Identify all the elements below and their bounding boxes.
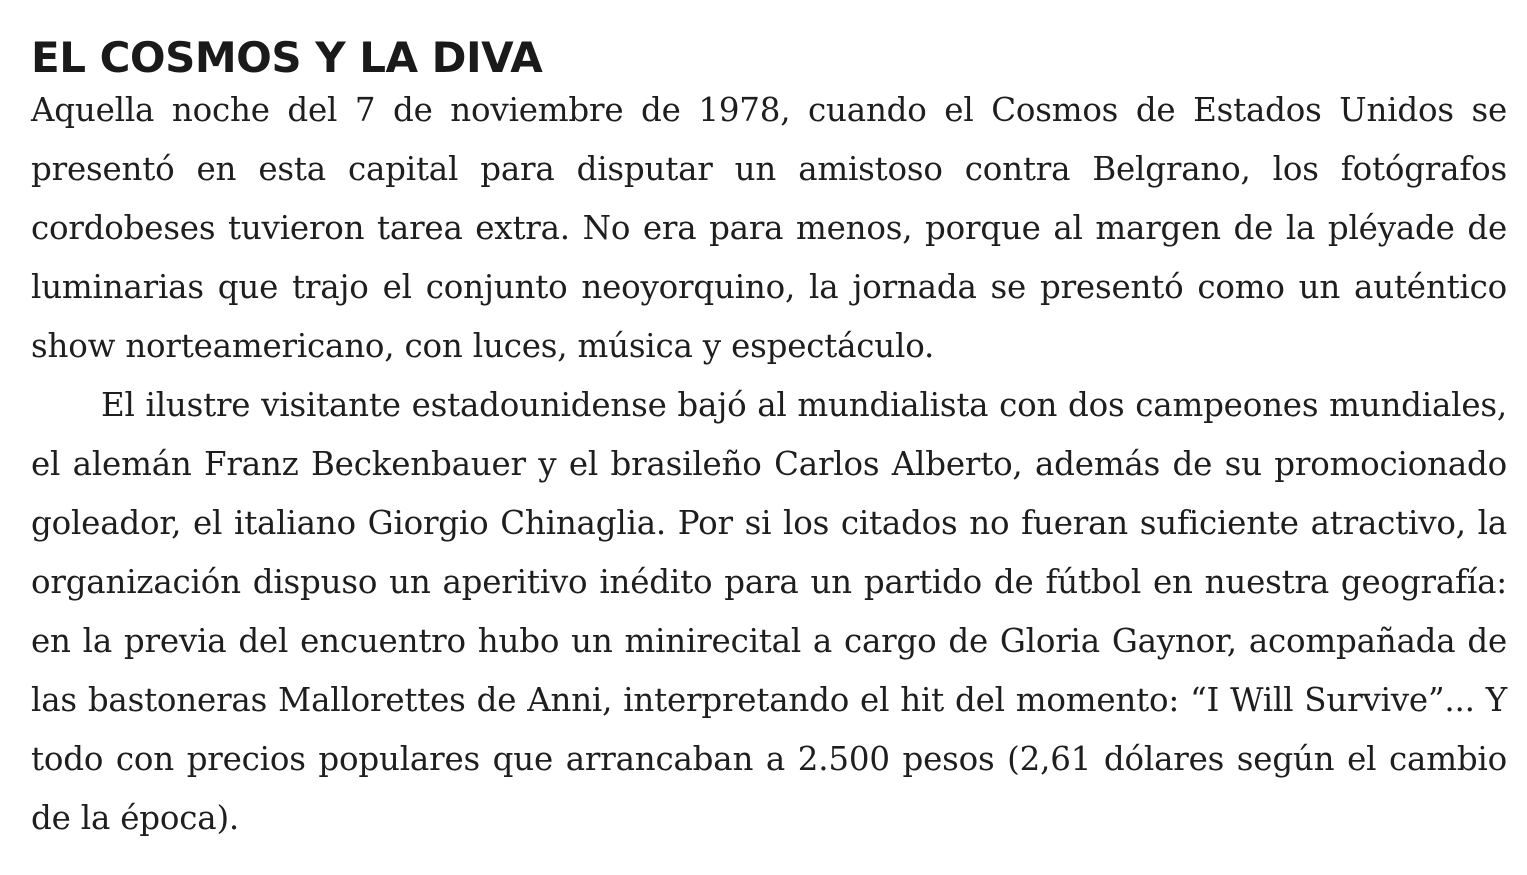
article-paragraph-2: El ilustre visitante estadounidense bajó al mundialista con dos campeones mundiales, el alemán Franz Beckenbauer y el brasileño Carlos Alberto, además de su promocionado goleador, el italiano Giorgio Chinaglia. Por si los citados no fueran suficiente atractivo, la organización dispuso un aperitivo inédito para un partido de fútbol en nuestra geografía: en la previa del encuentro hubo un minirecital a cargo de Gloria Gaynor, acompañada de las bastoneras Mallorettes de Anni, interpretando el hit del momento: “I Will Survive”... Y todo con precios populares que arrancaban a 2.500 pesos (2,61 dólares según el cambio de la época). — [31, 386, 1507, 837]
article-title: EL COSMOS Y LA DIVA — [31, 33, 543, 82]
article-paragraph-1: Aquella noche del 7 de noviembre de 1978, cuando el Cosmos de Estados Unidos se presentó en esta capital para disputar un amistoso contra Belgrano, los fotógrafos cordobeses tuvieron tarea extra. No era para menos, porque al margen de la pléyade de luminarias que trajo el conjunto neoyorquino, la jornada se presentó como un auténtico show norteamericano, con luces, música y espectáculo. — [31, 91, 1507, 365]
article — [31, 32, 1507, 848]
